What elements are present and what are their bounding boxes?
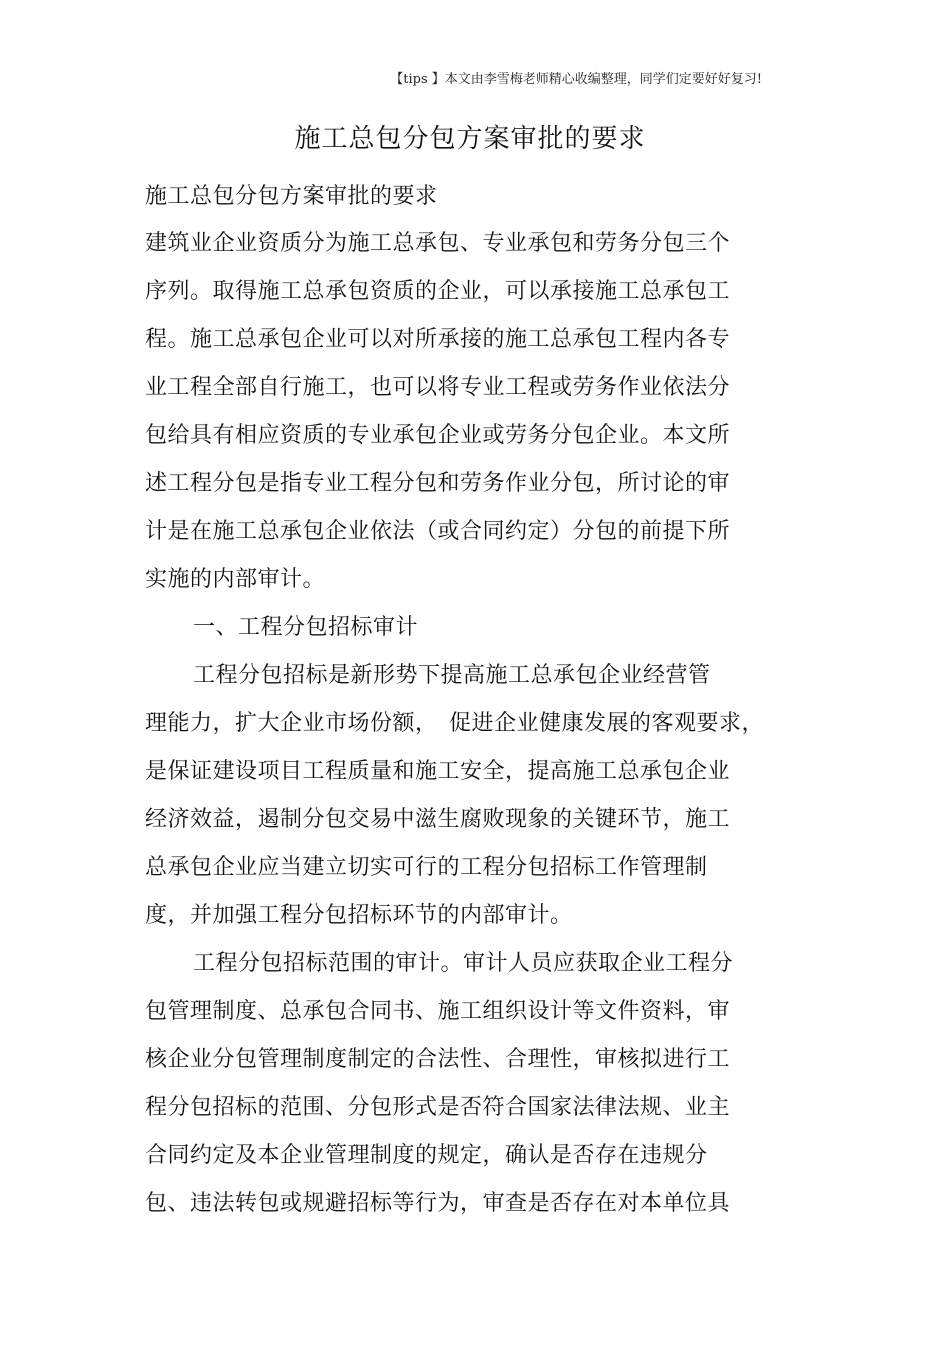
paragraph-line: 计是在施工总承包企业依法（或合同约定）分包的前提下所 — [145, 519, 731, 544]
paragraph-line: 序列。取得施工总承包资质的企业，可以承接施工总承包工 — [145, 279, 731, 304]
paragraph-line: 包给具有相应资质的专业承包企业或劳务分包企业。本文所 — [145, 423, 731, 448]
paragraph-line: 建筑业企业资质分为施工总承包、专业承包和劳务分包三个 — [145, 231, 731, 256]
paragraph-line: 理能力，扩大企业市场份额， 促进企业健康发展的客观要求， — [145, 711, 765, 736]
paragraph-line: 包管理制度、总承包合同书、施工组织设计等文件资料，审 — [145, 999, 731, 1024]
paragraph-line: 实施的内部审计。 — [145, 567, 326, 592]
tips-header: 【tips 】本文由李雪梅老师精心收编整理，同学们定要好好复习! — [390, 72, 762, 87]
paragraph-line: 工程分包招标是新形势下提高施工总承包企业经营管 — [193, 663, 711, 688]
document-title: 施工总包分包方案审批的要求 — [294, 124, 646, 154]
paragraph-line: 包、违法转包或规避招标等行为，审查是否存在对本单位具 — [145, 1191, 731, 1216]
paragraph-line: 合同约定及本企业管理制度的规定，确认是否存在违规分 — [145, 1143, 708, 1168]
paragraph-line: 述工程分包是指专业工程分包和劳务作业分包，所讨论的审 — [145, 471, 731, 496]
document-subtitle: 施工总包分包方案审批的要求 — [145, 184, 438, 209]
paragraph-line: 是保证建设项目工程质量和施工安全，提高施工总承包企业 — [145, 759, 731, 784]
paragraph-line: 总承包企业应当建立切实可行的工程分包招标工作管理制 — [145, 855, 708, 880]
paragraph-line: 经济效益，遏制分包交易中滋生腐败现象的关键环节，施工 — [145, 807, 731, 832]
paragraph-line: 程分包招标的范围、分包形式是否符合国家法律法规、业主 — [145, 1095, 731, 1120]
paragraph-line: 程。施工总承包企业可以对所承接的施工总承包工程内各专 — [145, 327, 731, 352]
paragraph-line: 核企业分包管理制度制定的合法性、合理性，审核拟进行工 — [145, 1047, 731, 1072]
paragraph-line: 业工程全部自行施工，也可以将专业工程或劳务作业依法分 — [145, 375, 731, 400]
paragraph-line: 工程分包招标范围的审计。审计人员应获取企业工程分 — [193, 951, 734, 976]
section-heading: 一、工程分包招标审计 — [193, 615, 419, 640]
paragraph-line: 度，并加强工程分包招标环节的内部审计。 — [145, 903, 573, 928]
